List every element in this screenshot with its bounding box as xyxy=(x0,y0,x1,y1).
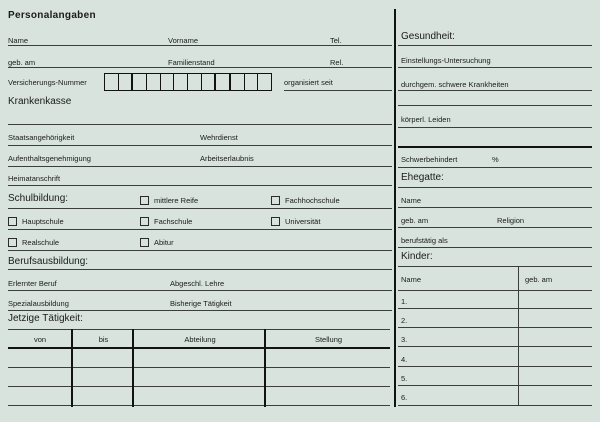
ehegatte-name-label: Name xyxy=(401,196,422,205)
kinder-table-header-line xyxy=(398,290,592,291)
option-label: Universität xyxy=(285,217,321,226)
kinder-row-number: 4. xyxy=(401,355,408,364)
kinder-row-line-3 xyxy=(398,346,592,347)
kinder-header-line xyxy=(398,266,592,267)
kinder-row-line-5 xyxy=(398,385,592,386)
vsnr-cell[interactable] xyxy=(258,74,271,90)
schwerbehindert-field-line xyxy=(398,167,592,168)
kinder-row-number: 2. xyxy=(401,316,408,325)
kinder-row-number: 3. xyxy=(401,335,408,344)
koerperl-leiden-field-line xyxy=(398,127,592,128)
option-label: mittlere Reife xyxy=(154,196,199,205)
vsnr-cell[interactable] xyxy=(133,74,147,90)
vsnr-cell[interactable] xyxy=(231,74,245,90)
checkbox-icon[interactable] xyxy=(8,238,17,247)
tel-label: Tel. xyxy=(330,36,342,45)
koerperl-leiden-label: körperl. Leiden xyxy=(401,115,451,124)
option-fachhochschule[interactable] xyxy=(271,196,340,205)
ehegatte-header-line xyxy=(398,187,592,188)
taetigkeit-table-row-line-2 xyxy=(8,386,390,387)
berufsausbildung-header-line xyxy=(8,269,392,270)
versicherungsnummer-boxes[interactable] xyxy=(104,73,272,91)
column-header-stellung: Stellung xyxy=(314,335,343,344)
kinder-column-geb-am: geb. am xyxy=(525,275,553,284)
option-label: Hauptschule xyxy=(22,217,64,226)
gesundheit-header: Gesundheit: xyxy=(401,31,455,42)
berufstaetig-als-field-line xyxy=(398,247,592,248)
vsnr-cell[interactable] xyxy=(188,74,202,90)
vsnr-cell[interactable] xyxy=(147,74,161,90)
option-fachschule[interactable] xyxy=(140,217,192,226)
versicherungs-nummer-label: Versicherungs-Nummer xyxy=(8,78,87,87)
einstellungs-untersuchung-field-line xyxy=(398,67,592,68)
checkbox-icon[interactable] xyxy=(140,196,149,205)
option-label: Fachschule xyxy=(154,217,193,226)
kinder-row-number: 1. xyxy=(401,297,408,306)
berufsausbildung-header: Berufsausbildung: xyxy=(8,256,89,267)
name-label: Name xyxy=(8,36,29,45)
organisiert-seit-label: organisiert seit xyxy=(284,78,333,87)
column-header-bis: bis xyxy=(98,335,109,344)
schwerbehindert-label: Schwerbehindert xyxy=(401,155,458,164)
taetigkeit-table-row-line-1 xyxy=(8,367,390,368)
familienstand-label: Familienstand xyxy=(168,58,215,67)
taetigkeit-table-bottom-line xyxy=(8,405,390,406)
geb-am-label: geb. am xyxy=(8,58,36,67)
kinder-row-line-4 xyxy=(398,366,592,367)
kinder-row-number: 5. xyxy=(401,374,408,383)
organisiert-seit-field-line xyxy=(284,90,392,91)
religion-label: Religion xyxy=(497,216,525,225)
taetigkeit-table-top-line xyxy=(8,329,390,330)
option-abitur[interactable] xyxy=(140,238,174,247)
wehrdienst-label: Wehrdienst xyxy=(200,133,238,142)
option-label: Abitur xyxy=(154,238,174,247)
vsnr-cell[interactable] xyxy=(119,74,134,90)
column-header-abteilung: Abteilung xyxy=(184,335,216,344)
checkbox-icon[interactable] xyxy=(140,238,149,247)
einstellungs-untersuchung-label: Einstellungs-Untersuchung xyxy=(401,56,491,65)
percent-label: % xyxy=(492,155,499,164)
gesundheit-section-end-line xyxy=(398,146,592,148)
option-label: Fachhochschule xyxy=(285,196,340,205)
taetigkeit-table-header-line xyxy=(8,347,390,349)
taetigkeit-table-divider-1 xyxy=(71,329,73,407)
heimatanschrift-label: Heimatanschrift xyxy=(8,174,61,183)
kinder-row-line-2 xyxy=(398,327,592,328)
ehegatte-header: Ehegatte: xyxy=(401,172,444,183)
kinder-row-number: 6. xyxy=(401,393,408,402)
schulbildung-line-2 xyxy=(8,229,392,230)
name-field-line xyxy=(8,45,392,46)
durchgem-krankheiten-field-line xyxy=(398,90,592,91)
abgeschl-lehre-label: Abgeschl. Lehre xyxy=(170,279,225,288)
krankenkasse-label: Krankenkasse xyxy=(8,96,72,107)
option-mittlere-reife[interactable] xyxy=(140,196,198,205)
jetzige-taetigkeit-header: Jetzige Tätigkeit: xyxy=(8,313,83,324)
kinder-header: Kinder: xyxy=(401,251,433,262)
kinder-column-name: Name xyxy=(401,275,422,284)
ehegatte-name-field-line xyxy=(398,207,592,208)
checkbox-icon[interactable] xyxy=(8,217,17,226)
ehegatte-geb-am-label: geb. am xyxy=(401,216,429,225)
erlernter-beruf-field-line xyxy=(8,290,392,291)
ehegatte-geb-am-field-line xyxy=(398,227,592,228)
vsnr-cell[interactable] xyxy=(245,74,259,90)
berufstaetig-als-label: berufstätig als xyxy=(401,236,448,245)
vsnr-cell[interactable] xyxy=(202,74,217,90)
checkbox-icon[interactable] xyxy=(140,217,149,226)
aufenthaltsgenehmigung-field-line xyxy=(8,166,392,167)
schulbildung-header: Schulbildung: xyxy=(8,193,69,204)
arbeitserlaubnis-label: Arbeitserlaubnis xyxy=(200,154,254,163)
heimatanschrift-field-line xyxy=(8,185,392,186)
staatsangehoerigkeit-label: Staatsangehörigkeit xyxy=(8,133,75,142)
vorname-label: Vorname xyxy=(168,36,199,45)
spezialausbildung-label: Spezialausbildung xyxy=(8,299,69,308)
column-divider xyxy=(394,9,396,407)
vsnr-cell[interactable] xyxy=(174,74,188,90)
page-title: Personalangaben xyxy=(8,10,96,21)
checkbox-icon[interactable] xyxy=(271,196,280,205)
durchgem-krankheiten-extra-line xyxy=(398,105,592,106)
erlernter-beruf-label: Erlernter Beruf xyxy=(8,279,57,288)
checkbox-icon[interactable] xyxy=(271,217,280,226)
durchgem-krankheiten-label: durchgem. schwere Krankheiten xyxy=(401,80,509,89)
option-label: Realschule xyxy=(22,238,60,247)
column-header-von: von xyxy=(33,335,47,344)
option-hauptschule[interactable] xyxy=(8,217,64,226)
schulbildung-line-3 xyxy=(8,250,392,251)
gesundheit-header-line xyxy=(398,45,592,46)
vsnr-cell[interactable] xyxy=(161,74,175,90)
staatsangehoerigkeit-field-line xyxy=(8,145,392,146)
geb-am-field-line xyxy=(8,67,392,68)
vsnr-cell[interactable] xyxy=(216,74,231,90)
taetigkeit-table-divider-3 xyxy=(264,329,266,407)
kinder-row-line-6 xyxy=(398,405,592,406)
rel-label: Rel. xyxy=(330,58,344,67)
taetigkeit-table-divider-2 xyxy=(132,329,134,407)
vsnr-cell[interactable] xyxy=(105,74,119,90)
option-universitaet[interactable] xyxy=(271,217,320,226)
kinder-row-line-1 xyxy=(398,308,592,309)
option-realschule[interactable] xyxy=(8,238,59,247)
bisherige-taetigkeit-label: Bisherige Tätigkeit xyxy=(170,299,232,308)
krankenkasse-field-line xyxy=(8,124,392,125)
schulbildung-line-1 xyxy=(8,208,392,209)
aufenthaltsgenehmigung-label: Aufenthaltsgenehmigung xyxy=(8,154,91,163)
spezialausbildung-field-line xyxy=(8,310,392,311)
